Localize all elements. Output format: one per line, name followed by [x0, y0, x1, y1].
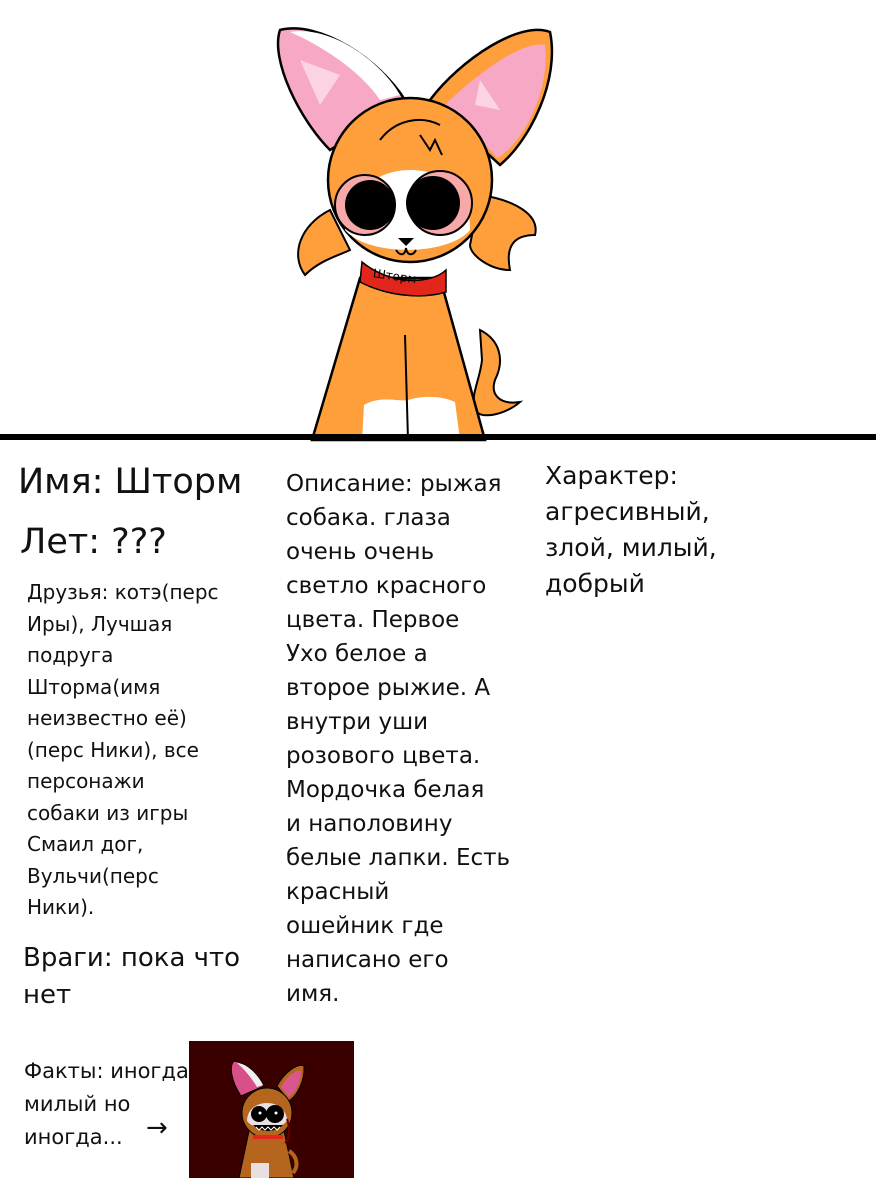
collar-text: Шторм	[372, 266, 418, 287]
arrow-right-icon: →	[146, 1113, 168, 1143]
character-name: Имя: Шторм	[18, 462, 243, 502]
character-drawing	[0, 0, 876, 445]
character-description: Описание: рыжая собака. глаза очень очень светло красного цвета. Первое Ухо белое а второе рыжие. А внутри уши розового цвета. Мордочка белая и наполовину белые лапки. Есть красный ошейник где написано его имя.	[286, 471, 511, 1007]
ground-line	[0, 434, 876, 440]
character-facts: Факты: иногда милый но иногда...	[24, 1059, 189, 1149]
character-personality: Характер: агресивный, злой, милый, добрый	[545, 461, 717, 598]
dark-version-thumbnail	[189, 1041, 354, 1178]
character-friends: Друзья: котэ(перс Иры), Лучшая подруга Шторма(имя неизвестно её) (перс Ники), все персонажи собаки из игры Смаил дог, Вульчи(перс Ники).	[27, 580, 219, 919]
character-enemies: Враги: пока что нет	[23, 943, 241, 1010]
character-age: Лет: ???	[20, 522, 167, 562]
dog-tail	[474, 330, 520, 415]
